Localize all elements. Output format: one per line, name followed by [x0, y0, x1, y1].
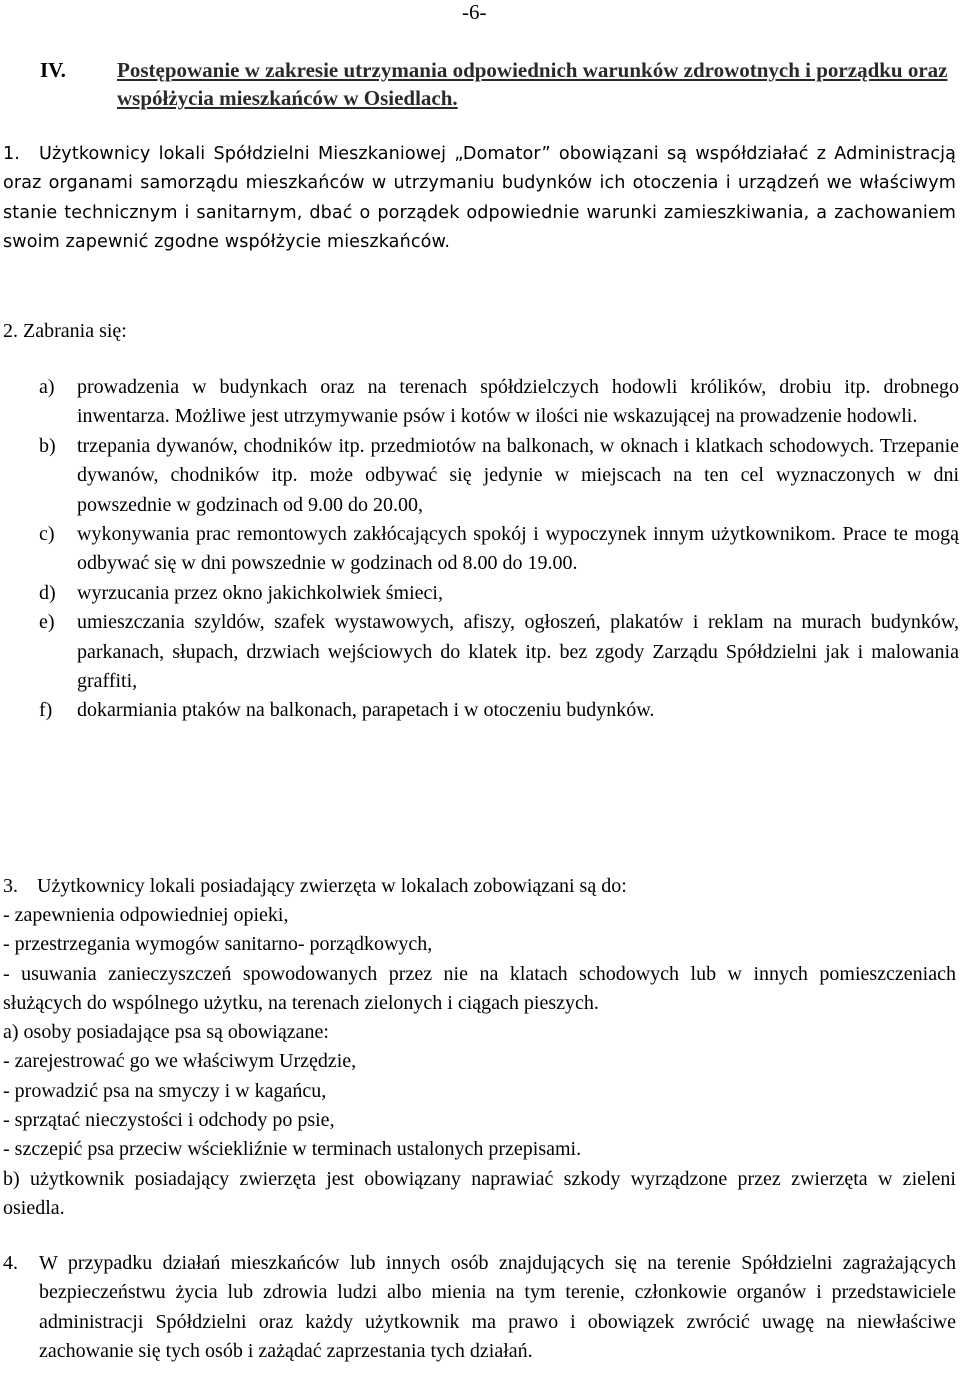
section-number: IV. — [40, 58, 66, 82]
paragraph-3-line: - przestrzegania wymogów sanitarno- porządkowych, — [3, 933, 433, 956]
paragraph-3 — [3, 872, 956, 901]
list-item — [39, 373, 959, 432]
list-item-letter: f) — [39, 699, 53, 722]
paragraph-1 — [3, 140, 956, 257]
list-item-text: prowadzenia w budynkach oraz na terenach spółdzielczych hodowli królików, drobiu itp. drobnego inwentarza. Możliwe jest utrzymywanie psów i kotów w ilości nie wskazującej na prowadzenie hodowli. — [77, 376, 959, 428]
paragraph-3-line: - prowadzić psa na smyczy i w kagańcu, — [3, 1079, 327, 1102]
list-item — [39, 432, 959, 520]
page-number: -6- — [462, 0, 487, 24]
paragraph-2-number: 2. — [3, 320, 18, 342]
list-item — [39, 579, 959, 608]
paragraph-3-line: a) osoby posiadające psa są obowiązane: — [3, 1021, 329, 1044]
list-item-letter: e) — [39, 611, 55, 634]
list-item — [39, 696, 959, 725]
list-item-text: wyrzucania przez okno jakichkolwiek śmieci, — [77, 581, 443, 604]
section-title: Postępowanie w zakresie utrzymania odpowiednich warunków zdrowotnych i porządku oraz współżycia mieszkańców w Osiedlach. — [117, 58, 948, 110]
list-item-text: dokarmiania ptaków na balkonach, parapetach i w otoczeniu budynków. — [77, 699, 655, 722]
paragraph-4-number: 4. — [3, 1252, 18, 1274]
paragraph-1-text: Użytkownicy lokali Spółdzielni Mieszkaniowej „Domator” obowiązani są współdziałać z Administracją oraz organami samorządu mieszkańców w utrzymaniu budynków ich otoczenia i urządzeń we właściwym stanie technicznym i sanitarnym, dbać o porządek odpowiednie warunki zamieszkiwania, a zachowaniem swoim zapewnić zgodne współżycie mieszkańców. — [3, 144, 956, 252]
list-item-text: umieszczania szyldów, szafek wystawowych, afiszy, ogłoszeń, plakatów i reklam na murach budynków, parkanach, słupach, drzwiach wejściowych do klatek itp. bez zgody Zarządu Spółdzielni jak i malowania graffiti, — [77, 611, 959, 693]
paragraph-3-line: - usuwania zanieczyszczeń spowodowanych przez nie na klatach schodowych lub w innych pomieszczeniach służących do wspólnego użytku, na terenach zielonych i ciągach pieszych. — [3, 962, 956, 1014]
prohibitions-list — [39, 373, 959, 726]
paragraph-2-heading-text: Zabrania się: — [23, 320, 127, 342]
list-item-letter: b) — [39, 434, 56, 457]
list-item-text: trzepania dywanów, chodników itp. przedmiotów na balkonach, w oknach i klatkach schodowych. Trzepanie dywanów, chodników itp. może odbywać się jedynie w miejscach na ten cel wyznaczonych w dni powszednie w godzinach od 9.00 do 20.00, — [77, 434, 959, 516]
paragraph-4 — [3, 1249, 956, 1366]
paragraph-1-number: 1. — [3, 144, 20, 164]
list-item-text: wykonywania prac remontowych zakłócających spokój i wypoczynek innym użytkownikom. Prace te mogą odbywać się w dni powszednie w godzinach od 8.00 do 19.00. — [77, 523, 959, 575]
paragraph-3-lines — [3, 901, 956, 1223]
paragraph-4-text: W przypadku działań mieszkańców lub innych osób znajdujących się na terenie Spółdzielni zagrażających bezpieczeństwu życia lub zdrowia ludzi albo mienia na tym terenie, członkowie organów i przedstawiciele administracji Spółdzielni oraz każdy użytkownik ma prawo i obowiązek zwrócić uwagę na niewłaściwe zachowanie się tych osób i zażądać zaprzestania tych działań. — [39, 1252, 956, 1362]
paragraph-3-line: - sprzątać nieczystości i odchody po psie, — [3, 1109, 335, 1132]
list-item — [39, 608, 959, 696]
paragraph-3-line: b) użytkownik posiadający zwierzęta jest obowiązany naprawiać szkody wyrządzone przez zwierzęta w zieleni osiedla. — [3, 1167, 956, 1219]
paragraph-3-line: - szczepić psa przeciw wściekliźnie w terminach ustalonych przepisami. — [3, 1138, 582, 1161]
paragraph-3-intro: Użytkownicy lokali posiadający zwierzęta w lokalach zobowiązani są do: — [37, 875, 627, 897]
list-item-letter: a) — [39, 376, 55, 398]
list-item — [39, 520, 959, 579]
paragraph-2-heading — [3, 317, 127, 346]
paragraph-3-line: - zapewnienia odpowiedniej opieki, — [3, 904, 289, 926]
paragraph-3-line: - zarejestrować go we właściwym Urzędzie, — [3, 1050, 357, 1073]
list-item-letter: d) — [39, 581, 56, 604]
paragraph-3-number: 3. — [3, 875, 18, 897]
list-item-letter: c) — [39, 523, 55, 546]
